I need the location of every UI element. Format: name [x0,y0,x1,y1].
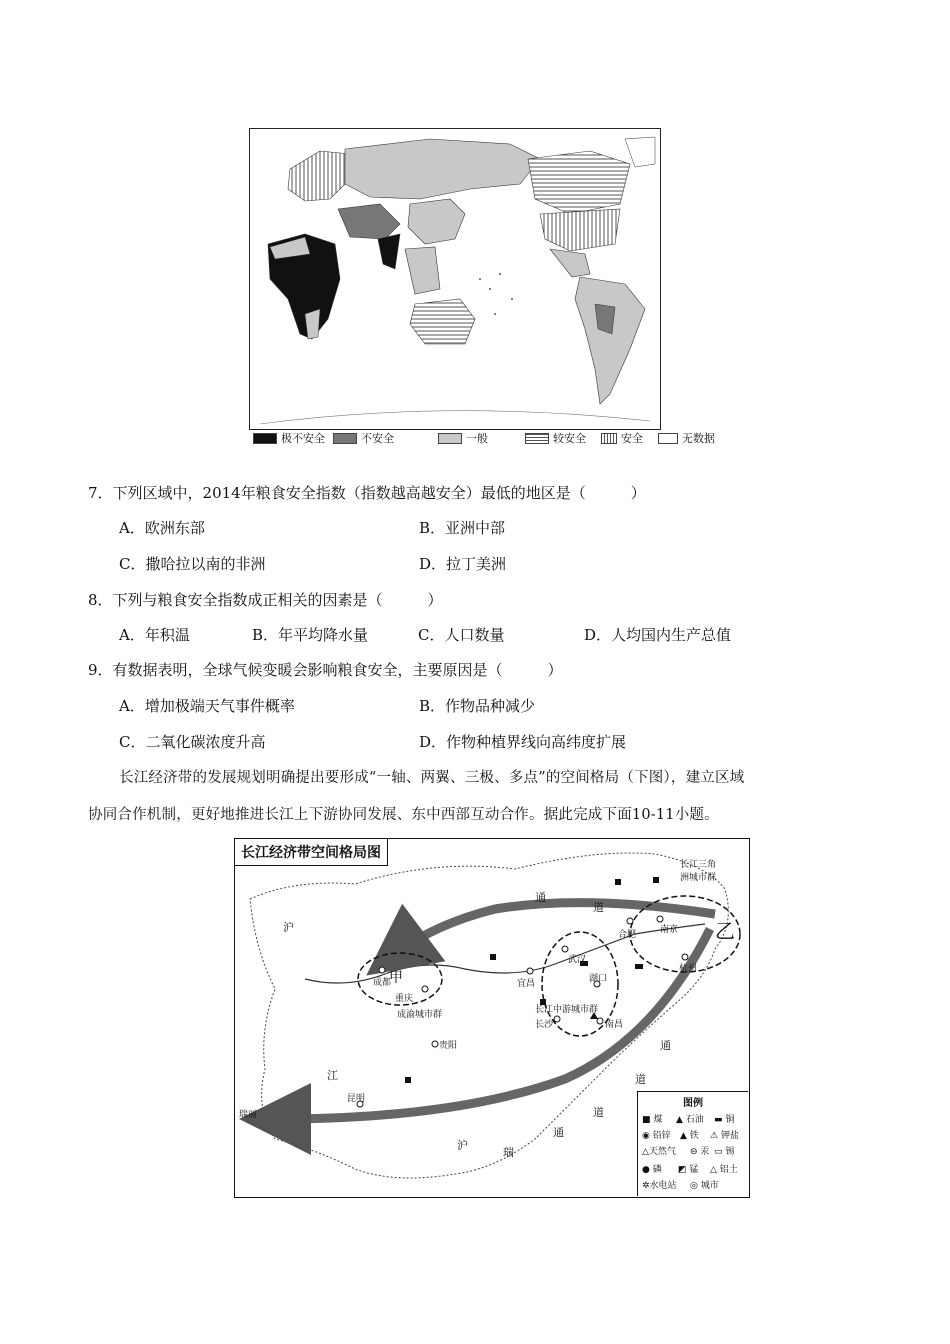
legend-no-data [658,430,715,446]
legend-label: 锡 [725,1147,735,1157]
legend-city: ◎ 城市 [690,1181,719,1191]
legend-label: 汞 [700,1147,710,1157]
yangtze-river [305,924,705,983]
legend-label: 天然气 [648,1147,676,1157]
legend-label: 铅锌 [652,1131,671,1141]
channel-label: 瑞 [503,1146,514,1159]
middle-east-region [338,204,400,239]
label-yi: 乙 [715,919,735,943]
legend-iron: ▲ 铁 [680,1131,699,1141]
q7-option-c: C．撒哈拉以南的非洲 [119,555,266,573]
channel-label: 沪 [283,921,294,934]
legend-label: 城市 [700,1181,719,1191]
india-region [378,234,400,269]
yangtze-map-title: 长江经济带空间格局图 [235,839,388,866]
south-africa-region [305,309,320,339]
legend-mercury: ⊖ 汞 [690,1147,710,1157]
middle-yangtze-cluster-label: 长江中游城市群 [535,1005,599,1015]
channel-label: 沪 [457,1139,468,1152]
legend-bauxite: △ 铝土 [710,1165,738,1175]
canada-region [528,151,630,214]
world-map-graphic [250,129,660,429]
q8-option-d: D．人均国内生产总值 [584,626,732,644]
china-region [408,199,465,244]
legend-very-unsafe [253,430,325,446]
question-number: 7． [88,484,113,502]
legend-label: 较安全 [553,432,586,445]
channel-label: 道 [593,901,604,914]
passage-line-1: 长江经济带的发展规划明确提出要形成“一轴、两翼、三极、多点”的空间格局（下图），建立区域 [119,770,745,786]
legend-label: 极不安全 [281,432,325,445]
legend-label: 铁 [689,1131,699,1141]
legend-label: 铝土 [719,1165,738,1175]
legend-label: 不安全 [361,432,394,445]
channel-label: 通 [535,891,546,904]
q7-option-a: A．欧洲东部 [119,519,205,537]
greenland-region [625,137,655,167]
channel-label: 道 [593,1106,604,1119]
city-wuhan: 武汉 [568,955,587,965]
legend-label: 磷 [652,1165,662,1175]
legend-label: 煤 [653,1115,663,1125]
legend-title: 图例 [683,1098,703,1109]
city-ruili: 瑞丽 [239,1110,258,1120]
se-asia-region [405,247,440,294]
city-kunming: 昆明 [347,1094,366,1104]
city-yichang: 宜昌 [517,979,536,989]
question-text: 下列区域中，2014年粮食安全指数（指数越高越安全）最低的地区是（ ） [112,484,646,502]
yangtze-economic-belt-map [234,838,750,1198]
legend-label: 钾盐 [720,1131,739,1141]
city-chongqing: 重庆 [395,994,414,1004]
russia-region [345,139,540,199]
legend-oil: ▲ 石油 [676,1115,704,1125]
q9-option-d: D．作物种植界线向高纬度扩展 [419,733,627,751]
city-nanchang: 南昌 [605,1020,624,1030]
yangtze-delta-cluster-label: 长江三角洲城市群 [680,860,717,883]
legend-swatch [601,433,617,444]
legend-unsafe [333,430,394,446]
question-text: 下列与粮食安全指数成正相关的因素是（ ） [112,591,443,609]
legend-label: 安全 [621,432,643,445]
legend-label: 无数据 [682,432,715,445]
label-jia: 甲 [389,970,403,986]
channel-label: 江 [327,1069,338,1082]
world-food-security-map [249,128,661,430]
question-number: 9． [88,661,113,679]
q8-option-c: C．人口数量 [418,626,505,644]
question-9-stem [88,660,563,680]
legend-coal: ■ 煤 [642,1115,663,1125]
channel-label: 通 [553,1126,564,1139]
legend-label: 一般 [466,432,488,445]
legend-lead-zinc: ◉ 铅锌 [642,1131,671,1141]
q8-option-b: B．年平均降水量 [252,626,369,644]
south-america-region [575,277,645,404]
question-8-stem [88,590,443,610]
q9-option-a: A．增加极端天气事件概率 [119,697,295,715]
legend-label: 水电站 [649,1181,677,1191]
legend-tin: ▭ 锡 [714,1147,735,1157]
europe-region [288,151,350,201]
legend-average [438,430,488,446]
legend-label: 锰 [689,1165,699,1175]
yangtze-map-legend [637,1091,748,1196]
pacific-islands [479,273,513,315]
city-chengdu: 成都 [373,978,392,988]
legend-swatch [658,433,678,444]
legend-fairly-safe [525,430,586,446]
question-7-stem [88,483,646,503]
legend-hydropower: ✲水电站 [642,1181,677,1191]
legend-swatch [525,433,549,444]
usa-region [540,209,620,251]
q9-option-c: C．二氧化碳浓度升高 [119,733,266,751]
legend-label: 石油 [685,1115,704,1125]
legend-swatch [253,433,277,444]
city-hangzhou: 杭州 [679,964,698,974]
q7-option-d: D．拉丁美洲 [419,555,507,573]
q7-option-b: B．亚洲中部 [419,519,506,537]
legend-swatch [333,433,357,444]
q9-option-b: B．作物品种减少 [419,697,536,715]
legend-potash: ⚠ 钾盐 [710,1131,739,1141]
legend-label: 铜 [725,1115,735,1125]
city-hukou: 湖口 [589,974,608,984]
question-text: 有数据表明，全球气候变暖会影响粮食安全，主要原因是（ ） [112,661,563,679]
city-changsha: 长沙 [535,1020,554,1030]
antarctica-outline [260,411,650,424]
world-map-legend [253,428,723,448]
channel-label: 通 [660,1039,671,1052]
channel-label: 道 [635,1073,646,1086]
city-nanjing: 南京 [660,925,679,935]
central-america-region [550,249,590,277]
legend-phosphorus: ● 磷 [642,1165,662,1175]
city-guiyang: 贵阳 [439,1041,458,1051]
passage-line-2: 协同合作机制，更好地推进长江上下游协同发展、东中西部互动合作。据此完成下面10-11小题。 [88,807,719,823]
legend-safe [601,430,643,446]
legend-manganese: ◩ 锰 [678,1165,699,1175]
legend-natural-gas: △天然气 [642,1147,676,1157]
australia-region [410,299,475,344]
q8-option-a: A．年积温 [119,626,190,644]
city-hefei: 合肥 [618,930,637,940]
legend-copper: ▬ 铜 [714,1115,735,1125]
chengyu-cluster-label: 成渝城市群 [397,1010,443,1020]
question-number: 8． [88,591,113,609]
legend-swatch [438,433,462,444]
